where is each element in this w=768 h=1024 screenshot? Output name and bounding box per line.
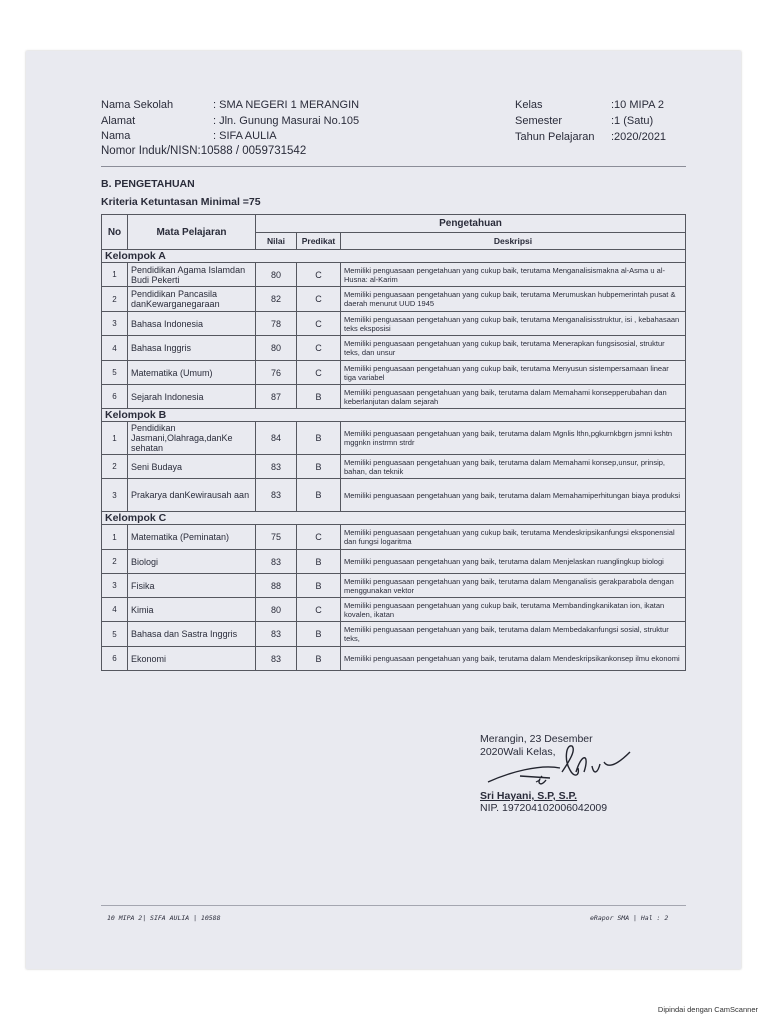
- value-cell: 83: [256, 622, 297, 647]
- student-name-value: : SIFA AULIA: [213, 130, 277, 142]
- group-label: Kelompok A: [102, 250, 686, 263]
- col-desc-header: Deskripsi: [341, 233, 686, 250]
- value-cell: 83: [256, 455, 297, 479]
- signature-role: 2020Wali Kelas,: [480, 746, 556, 758]
- description-cell: Memiliki penguasaan pengetahuan yang baik, terutama dalam Mendeskripsikankonsep ilmu ekonomi: [341, 647, 686, 671]
- table-row: [102, 647, 686, 671]
- header-divider: [101, 166, 686, 167]
- row-number: 2: [102, 550, 128, 574]
- predicate-cell: B: [297, 385, 341, 409]
- row-number: 3: [102, 312, 128, 336]
- description-cell: Memiliki penguasaan pengetahuan yang cukup baik, terutama Menerapkan fungsisosial, struktur teks, dan unsur: [341, 336, 686, 361]
- address-row: [101, 113, 359, 129]
- value-cell: 76: [256, 361, 297, 385]
- predicate-cell: B: [297, 622, 341, 647]
- signature-place-date: Merangin, 23 Desember: [480, 733, 593, 745]
- semester-row: [515, 113, 653, 129]
- row-number: 1: [102, 422, 128, 455]
- description-cell: Memiliki penguasaan pengetahuan yang baik, terutama dalam Memahamiperhitungan biaya produksi: [341, 479, 686, 512]
- table-row: [102, 287, 686, 312]
- subject-cell: Pendidikan Pancasila danKewarganegaraan: [128, 287, 256, 312]
- predicate-cell: B: [297, 550, 341, 574]
- table-row: [102, 336, 686, 361]
- row-number: 6: [102, 647, 128, 671]
- value-cell: 83: [256, 550, 297, 574]
- kkm-label: Kriteria Ketuntasan Minimal =75: [101, 196, 261, 208]
- predicate-cell: C: [297, 525, 341, 550]
- school-name-value: : SMA NEGERI 1 MERANGIN: [213, 99, 360, 111]
- value-cell: 88: [256, 574, 297, 598]
- subject-cell: Prakarya danKewirausah aan: [128, 479, 256, 512]
- grades-body: [102, 250, 686, 671]
- subject-cell: Sejarah Indonesia: [128, 385, 256, 409]
- subject-cell: Pendidikan Agama Islamdan Budi Pekerti: [128, 263, 256, 287]
- scanner-watermark: Dipindai dengan CamScanner: [657, 1005, 758, 1014]
- subject-cell: Kimia: [128, 598, 256, 622]
- subject-cell: Ekonomi: [128, 647, 256, 671]
- row-number: 4: [102, 598, 128, 622]
- value-cell: 83: [256, 479, 297, 512]
- group-row: [102, 250, 686, 263]
- value-cell: 80: [256, 336, 297, 361]
- description-cell: Memiliki penguasaan pengetahuan yang cukup baik, terutama Menganalisisstruktur, isi , kebahasaan teks eksposisi: [341, 312, 686, 336]
- row-number: 1: [102, 525, 128, 550]
- subject-cell: Fisika: [128, 574, 256, 598]
- predicate-cell: C: [297, 336, 341, 361]
- predicate-cell: B: [297, 455, 341, 479]
- address-label: Alamat: [101, 115, 136, 127]
- predicate-cell: C: [297, 598, 341, 622]
- subject-cell: Biologi: [128, 550, 256, 574]
- description-cell: Memiliki penguasaan pengetahuan yang baik, terutama dalam Memahami konsepperubahan dan keberlanjutan dalam sejarah: [341, 385, 686, 409]
- subject-cell: Bahasa Indonesia: [128, 312, 256, 336]
- subject-cell: Bahasa Inggris: [128, 336, 256, 361]
- value-cell: 82: [256, 287, 297, 312]
- subject-cell: Seni Budaya: [128, 455, 256, 479]
- teacher-name: Sri Hayani, S.P, S.P.: [480, 790, 578, 802]
- row-number: 3: [102, 574, 128, 598]
- description-cell: Memiliki penguasaan pengetahuan yang baik, terutama dalam Menjelaskan ruanglingkup biologi: [341, 550, 686, 574]
- school-name-label: Nama Sekolah: [101, 99, 174, 111]
- footer-divider: [101, 905, 686, 906]
- predicate-cell: C: [297, 263, 341, 287]
- col-pred-header: Predikat: [297, 233, 341, 250]
- subject-cell: Bahasa dan Sastra Inggris: [128, 622, 256, 647]
- table-row: [102, 598, 686, 622]
- description-cell: Memiliki penguasaan pengetahuan yang cukup baik, terutama Menganalisismakna al-Asma u al-Husna: al-Karim: [341, 263, 686, 287]
- table-row: [102, 550, 686, 574]
- class-value: :10 MIPA 2: [611, 99, 664, 111]
- year-row: [515, 129, 666, 145]
- description-cell: Memiliki penguasaan pengetahuan yang cukup baik, terutama Menyusun sistempersamaan linear tiga variabel: [341, 361, 686, 385]
- grades-table: [101, 214, 686, 671]
- value-cell: 80: [256, 598, 297, 622]
- nisn-line: Nomor Induk/NISN:10588 / 0059731542: [101, 145, 307, 157]
- value-cell: 75: [256, 525, 297, 550]
- table-row: [102, 385, 686, 409]
- teacher-nip: NIP. 197204102006042009: [480, 802, 608, 814]
- predicate-cell: C: [297, 312, 341, 336]
- description-cell: Memiliki penguasaan pengetahuan yang baik, terutama dalam Membedakanfungsi sosial, struktur teks,: [341, 622, 686, 647]
- predicate-cell: B: [297, 422, 341, 455]
- footer-left: 10 MIPA 2| SIFA AULIA | 10588: [107, 914, 221, 922]
- col-value-header: Nilai: [256, 233, 297, 250]
- row-number: 3: [102, 479, 128, 512]
- col-subject-header: Mata Pelajaran: [128, 215, 256, 250]
- value-cell: 78: [256, 312, 297, 336]
- group-label: Kelompok C: [102, 512, 686, 525]
- footer-right: eRapor SMA | Hal : 2: [590, 914, 669, 922]
- predicate-cell: C: [297, 361, 341, 385]
- group-label: Kelompok B: [102, 409, 686, 422]
- description-cell: Memiliki penguasaan pengetahuan yang cukup baik, terutama Membandingkanikatan ion, ikatan kovalen, ikatan: [341, 598, 686, 622]
- group-row: [102, 512, 686, 525]
- row-number: 2: [102, 455, 128, 479]
- student-name-label: Nama: [101, 130, 131, 142]
- table-row: [102, 422, 686, 455]
- semester-label: Semester: [515, 115, 563, 127]
- row-number: 5: [102, 361, 128, 385]
- row-number: 4: [102, 336, 128, 361]
- row-number: 5: [102, 622, 128, 647]
- col-no-header: No: [102, 215, 128, 250]
- year-label: Tahun Pelajaran: [515, 131, 595, 143]
- value-cell: 83: [256, 647, 297, 671]
- predicate-cell: B: [297, 574, 341, 598]
- section-title: B. PENGETAHUAN: [101, 178, 195, 190]
- subject-cell: Matematika (Umum): [128, 361, 256, 385]
- value-cell: 84: [256, 422, 297, 455]
- table-row: [102, 455, 686, 479]
- col-pengetahuan-header: Pengetahuan: [256, 215, 686, 233]
- table-row: [102, 574, 686, 598]
- school-name-row: [101, 97, 359, 113]
- student-name-row: [101, 128, 277, 144]
- row-number: 2: [102, 287, 128, 312]
- description-cell: Memiliki penguasaan pengetahuan yang cukup baik, terutama Mendeskripsikanfungsi eksponensial dan fungsi logaritma: [341, 525, 686, 550]
- year-value: :2020/2021: [611, 131, 667, 143]
- table-row: [102, 479, 686, 512]
- description-cell: Memiliki penguasaan pengetahuan yang baik, terutama dalam Mgnlis lthn,pgkurnkbgrn jsmni kshtn mggnkn instrmn strdr: [341, 422, 686, 455]
- description-cell: Memiliki penguasaan pengetahuan yang baik, terutama dalam Menganalisis gerakparabola dengan menggunakan vektor: [341, 574, 686, 598]
- description-cell: Memiliki penguasaan pengetahuan yang cukup baik, terutama Merumuskan hubpemerintah pusat & daerah menurut UUD 1945: [341, 287, 686, 312]
- table-row: [102, 622, 686, 647]
- signature-scribble: [480, 742, 640, 792]
- predicate-cell: B: [297, 479, 341, 512]
- class-label: Kelas: [515, 99, 543, 111]
- subject-cell: Pendidikan Jasmani,Olahraga,danKe sehatan: [128, 422, 256, 455]
- class-row: [515, 97, 664, 113]
- row-number: 1: [102, 263, 128, 287]
- predicate-cell: C: [297, 287, 341, 312]
- semester-value: :1 (Satu): [611, 115, 654, 127]
- value-cell: 87: [256, 385, 297, 409]
- table-row: [102, 263, 686, 287]
- value-cell: 80: [256, 263, 297, 287]
- predicate-cell: B: [297, 647, 341, 671]
- description-cell: Memiliki penguasaan pengetahuan yang baik, terutama dalam Memahami konsep,unsur, prinsip, bahan, dan teknik: [341, 455, 686, 479]
- address-value: : Jln. Gunung Masurai No.105: [213, 115, 360, 127]
- table-row: [102, 312, 686, 336]
- table-row: [102, 361, 686, 385]
- table-row: [102, 525, 686, 550]
- row-number: 6: [102, 385, 128, 409]
- subject-cell: Matematika (Peminatan): [128, 525, 256, 550]
- group-row: [102, 409, 686, 422]
